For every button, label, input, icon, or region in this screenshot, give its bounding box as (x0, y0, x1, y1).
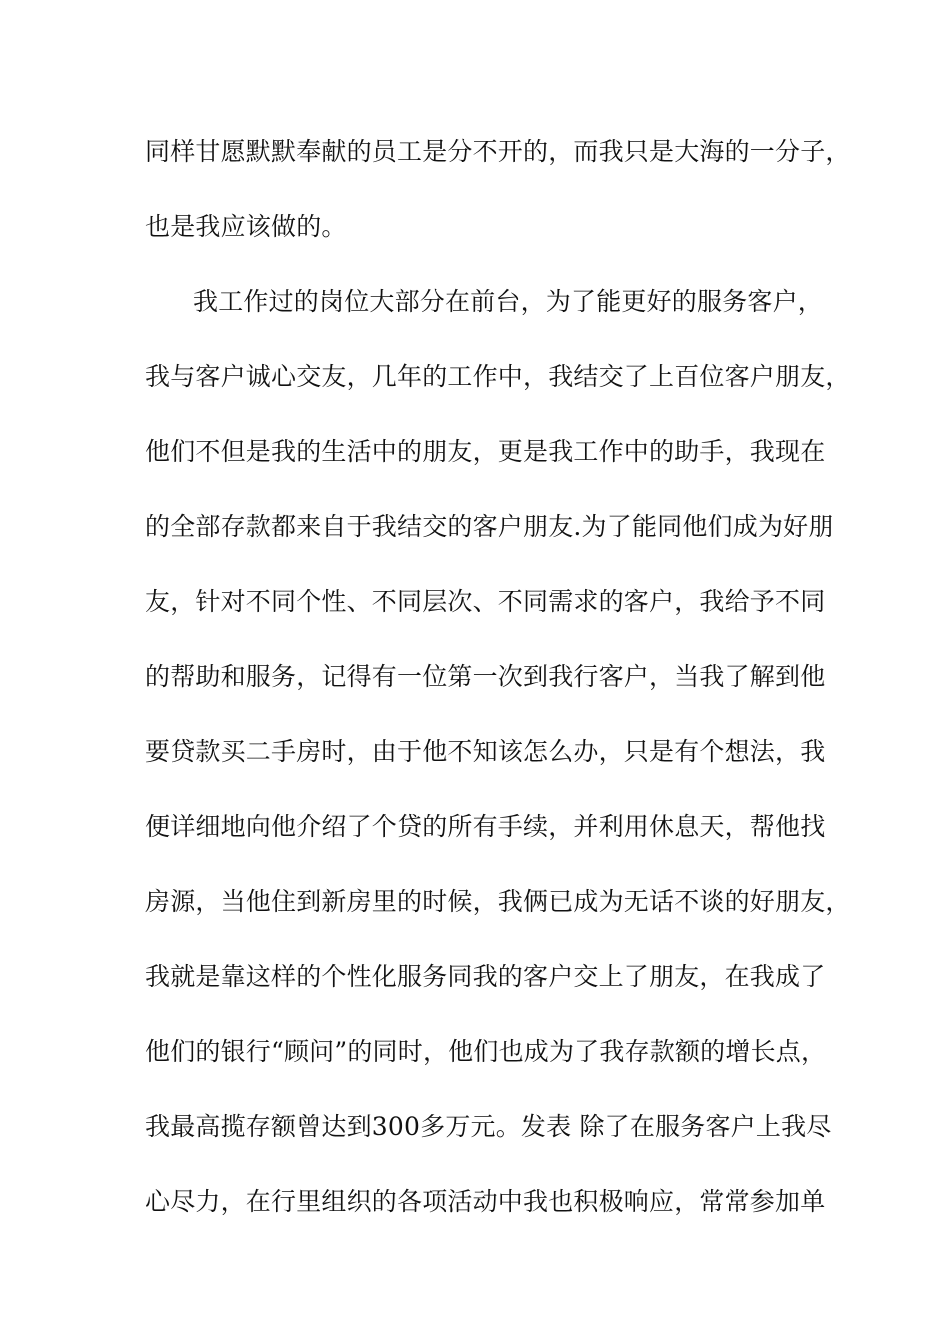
text-line: 同样甘愿默默奉献的员工是分不开的，而我只是大海的一分子， (145, 137, 851, 166)
text-line: 他们的银行“顾问”的同时，他们也成为了我存款额的增长点， (145, 1037, 827, 1066)
text-line: 也是我应该做的。 (145, 212, 347, 241)
text-line: 的帮助和服务，记得有一位第一次到我行客户，当我了解到他 (145, 662, 826, 691)
text-line: 心尽力，在行里组织的各项活动中我也积极响应，常常参加单 (145, 1187, 826, 1216)
text-line: 他们不但是我的生活中的朋友，更是我工作中的助手，我现在 (145, 437, 826, 466)
text-line: 我就是靠这样的个性化服务同我的客户交上了朋友，在我成了 (145, 962, 826, 991)
text-line: 的全部存款都来自于我结交的客户朋友.为了能同他们成为好朋 (145, 512, 834, 541)
paragraph-first-line: 我工作过的岗位大部分在前台，为了能更好的服务客户， (193, 287, 824, 316)
text-line: 便详细地向他介绍了个贷的所有手续，并利用休息天，帮他找 (145, 812, 826, 841)
text-line: 友，针对不同个性、不同层次、不同需求的客户，我给予不同 (145, 587, 826, 616)
text-line: 我与客户诚心交友，几年的工作中，我结交了上百位客户朋友， (145, 362, 851, 391)
text-line: 要贷款买二手房时，由于他不知该怎么办，只是有个想法，我 (145, 737, 826, 766)
text-line: 我最高揽存额曾达到300多万元。发表 除了在服务客户上我尽 (145, 1112, 832, 1141)
text-line: 房源，当他住到新房里的时候，我俩已成为无话不谈的好朋友， (145, 887, 851, 916)
